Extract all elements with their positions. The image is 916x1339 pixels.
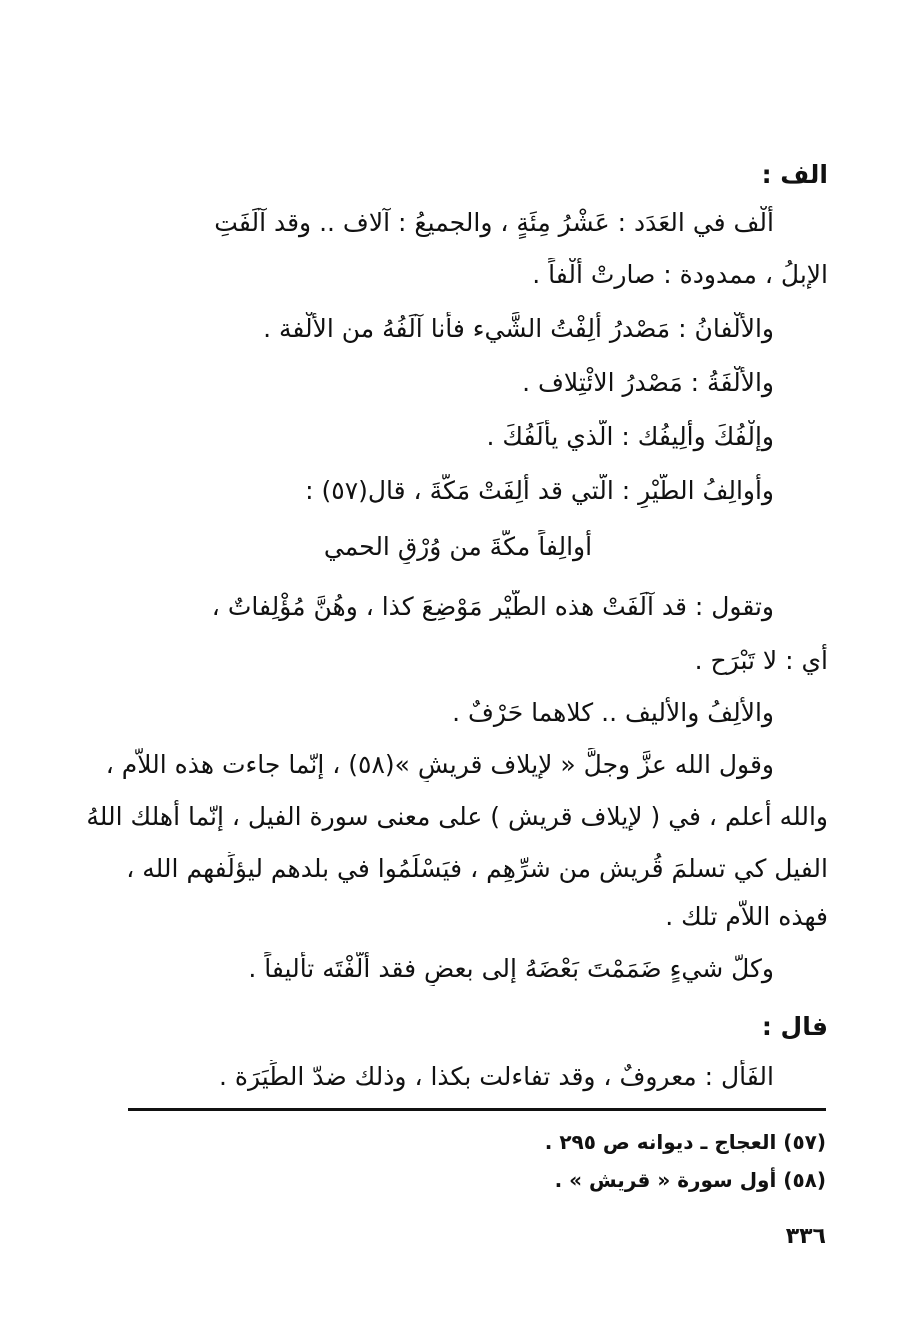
text-line: والأُلْفانُ : مَصْدرُ أَلِفْتُ الشَّيء فأنا آلَفُهُ من الأُلْفة . xyxy=(263,314,774,343)
page-number: ٣٣٦ xyxy=(785,1224,826,1249)
footnote-57: (٥٧) العجاج ـ ديوانه ص ٢٩٥ . xyxy=(544,1130,826,1154)
verse-line: أوالِفاً مكّةَ من وُرْقِ الحمي xyxy=(323,532,593,561)
text-line: وكلّ شيءٍ ضَمَمْتَ بَعْضَهُ إلى بعضٍ فقد ألَّفْتَه تأليفاً . xyxy=(248,954,774,983)
text-line: والله أعلم ، في ( لإيلاف قريش ) على معنى سورة الفيل ، إنّما أهلك اللهُ xyxy=(86,802,828,831)
text-line: وأَوالِفُ الطَّيْرِ : الّتي قد أَلِفَتْ مَكَّةَ ، قال(٥٧) : xyxy=(305,476,774,505)
text-line: وتقول : قد آلَفَتْ هذه الطَّيْر مَوْضِعَ كذا ، وهُنَّ مُؤْلِفاتٌ ، xyxy=(211,592,774,621)
text-line: والأُلْفَةُ : مَصْدرُ الائْتِلاف . xyxy=(522,368,774,397)
entry-heading-fal: فال : xyxy=(761,1012,828,1041)
text-line: الإبلُ ، ممدودة : صارتْ أَلْفاً . xyxy=(532,260,828,289)
text-line: أي : لا تَبْرَح . xyxy=(694,646,828,675)
footnote-58: (٥٨) أول سورة « قريش » . xyxy=(554,1168,826,1192)
text-line: وقول الله عزَّ وجلَّ « لإيلاف قريشٍ »(٥٨) ، إنّما جاءت هذه اللاّم ، xyxy=(105,750,774,779)
text-line: والأَلِفُ والأليف .. كلاهما حَرْفٌ . xyxy=(452,698,774,727)
footnote-divider xyxy=(128,1108,826,1111)
text-line: فهذه اللاّم تلك . xyxy=(665,902,828,931)
text-line: الفيل كي تسلمَ قُريش من شرِّهِم ، فيَسْلَمُوا في بلدهم ليؤلِّفهم الله ، xyxy=(126,854,828,883)
text-line: وإلْفُكَ وأَلِيفُك : الّذي يأْلَفُكَ . xyxy=(486,422,774,451)
text-line: أَلْف في العَدَد : عَشْرُ مِئَةٍ ، والجميعُ : آلاف .. وقد آلَفَتِ xyxy=(214,208,774,237)
entry-heading-alf: الف : xyxy=(761,160,828,189)
text-line: الفَأْل : معروفٌ ، وقد تفاءلت بكذا ، وذلك ضدّ الطِّيَرَة . xyxy=(218,1062,774,1091)
